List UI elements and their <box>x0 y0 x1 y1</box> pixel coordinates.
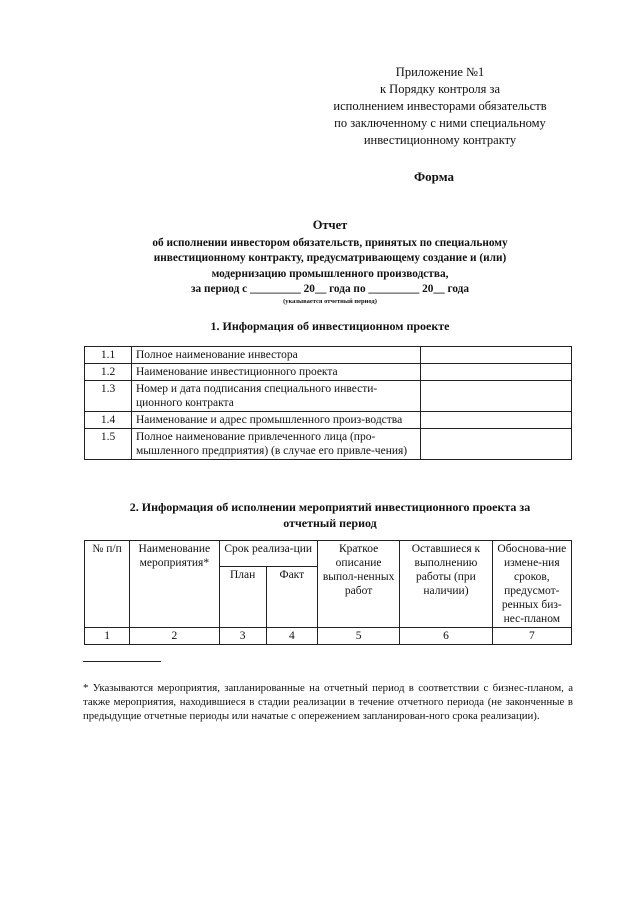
table-row <box>85 364 572 381</box>
appendix-line: к Порядку контроля за <box>379 82 501 96</box>
header-term: Срок реализа-ции <box>219 541 317 567</box>
row-number: 1.5 <box>85 429 132 460</box>
row-number: 1.2 <box>85 364 132 381</box>
report-title-block <box>60 218 600 306</box>
row-number: 1.3 <box>85 381 132 412</box>
header-num: № п/п <box>85 541 130 628</box>
row-label: Наименование и адрес промышленного произ-водства <box>132 412 421 429</box>
table-row <box>85 347 572 364</box>
row-label: Наименование инвестиционного проекта <box>132 364 421 381</box>
appendix-line: по заключенному с ними специальному <box>334 116 546 130</box>
table-row <box>85 429 572 460</box>
form-label: Форма <box>414 169 454 184</box>
section2-title-line: 2. Информация об исполнении мероприятий инвестиционного проекта за <box>129 500 531 514</box>
row-label: Полное наименование инвестора <box>132 347 421 364</box>
header-justification: Обоснова-ние измене-ния сроков, предусмот-ренных биз-нес-планом <box>492 541 571 628</box>
period-hint: (указывается отчетный период) <box>283 297 377 305</box>
appendix-line: Приложение №1 <box>395 65 485 79</box>
footnote-divider <box>83 661 161 662</box>
table-row <box>85 381 572 412</box>
header-description: Краткое описание выпол-ненных работ <box>317 541 399 628</box>
column-number: 2 <box>130 628 219 645</box>
row-label: Номер и дата подписания специального инвести-ционного контракта <box>132 381 421 412</box>
appendix-line: исполнением инвесторами обязательств <box>333 99 547 113</box>
column-number: 6 <box>400 628 492 645</box>
appendix-header <box>300 64 580 149</box>
row-label: Полное наименование привлеченного лица (про-мышленного предприятия) (в случае его привле-чения) <box>132 429 421 460</box>
header-fact: Факт <box>266 567 317 628</box>
project-info-table <box>84 346 572 460</box>
section2-title <box>80 499 580 531</box>
section1-title: 1. Информация об инвестиционном проекте <box>210 319 450 333</box>
table-row <box>85 412 572 429</box>
row-value-cell[interactable] <box>421 412 572 429</box>
report-heading: Отчет <box>312 218 348 232</box>
header-remaining: Оставшиеся к выполнению работы (при наличии) <box>400 541 492 628</box>
header-event: Наименование мероприятия* <box>130 541 219 628</box>
row-value-cell[interactable] <box>421 381 572 412</box>
column-number: 7 <box>492 628 571 645</box>
report-period-line: за период с _________ 20__ года по _________ 20__ года <box>190 283 470 295</box>
column-number: 4 <box>266 628 317 645</box>
report-title-line: модернизацию промышленного производства, <box>211 267 449 280</box>
report-title-line: об исполнении инвестором обязательств, принятых по специальному <box>152 236 508 249</box>
row-number: 1.1 <box>85 347 132 364</box>
appendix-line: инвестиционному контракту <box>363 133 517 147</box>
column-number: 3 <box>219 628 266 645</box>
section2-title-line: отчетный период <box>283 516 377 530</box>
row-value-cell[interactable] <box>421 429 572 460</box>
events-table <box>84 540 572 645</box>
table-header-row <box>85 541 572 567</box>
column-number: 5 <box>317 628 399 645</box>
column-number: 1 <box>85 628 130 645</box>
row-value-cell[interactable] <box>421 364 572 381</box>
header-plan: План <box>219 567 266 628</box>
row-number: 1.4 <box>85 412 132 429</box>
column-number-row <box>85 628 572 645</box>
row-value-cell[interactable] <box>421 347 572 364</box>
report-title-line: инвестиционному контракту, предусматривающему создание и (или) <box>153 252 507 264</box>
footnote: * Указываются мероприятия, запланированные на отчетный период в соответствии с бизнес-планом, а также мероприятия, находившиеся в стадии реализации в течение отчетного периода (не законченные в предыдущие отчетные периоды или начатые с опережением запланирован-ного срока реализации). <box>83 682 573 722</box>
